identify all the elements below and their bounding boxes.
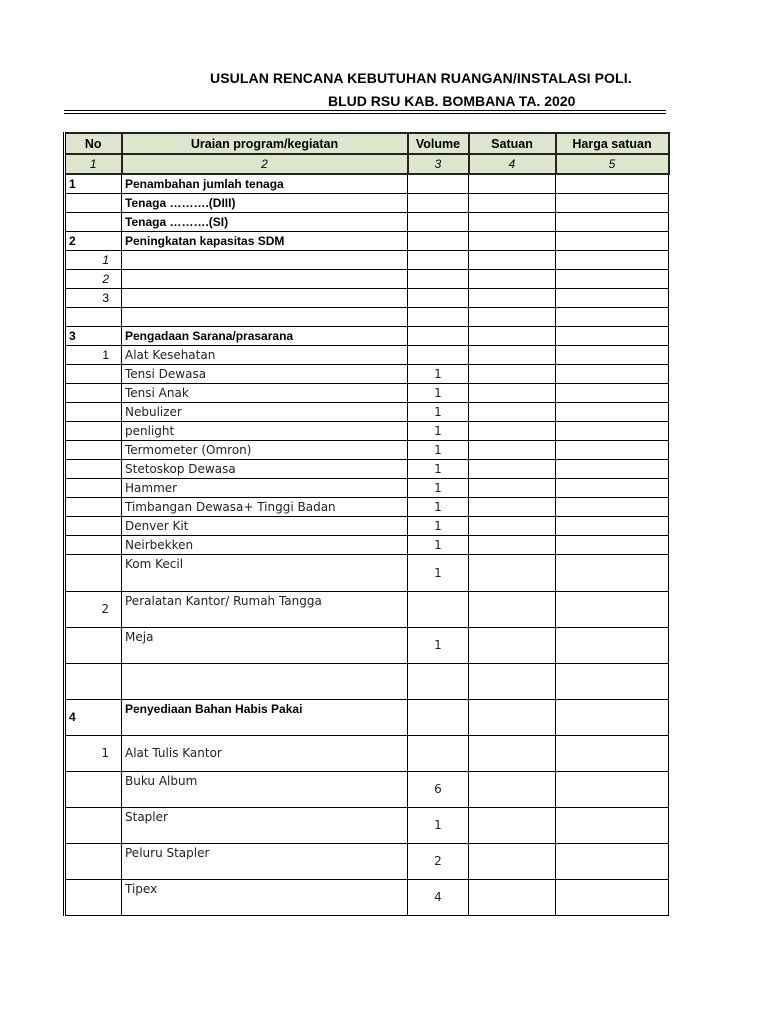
row-satuan: [469, 269, 556, 288]
row-harga: [556, 699, 669, 735]
table-row: [65, 440, 669, 459]
row-no: [65, 879, 122, 915]
row-satuan: [469, 364, 556, 383]
row-desc: Peralatan Kantor/ Rumah Tangga: [122, 591, 408, 627]
table-row: [65, 735, 669, 771]
row-no: [65, 627, 122, 663]
table-row: [65, 843, 669, 879]
row-volume: [408, 307, 469, 326]
row-harga: [556, 174, 669, 193]
row-harga: [556, 345, 669, 364]
table-row: [65, 193, 669, 212]
row-volume: 1: [408, 421, 469, 440]
row-volume: [408, 735, 469, 771]
row-harga: [556, 663, 669, 699]
row-volume: 1: [408, 440, 469, 459]
row-desc: Nebulizer: [122, 402, 408, 421]
row-no: [65, 364, 122, 383]
row-volume: [408, 591, 469, 627]
budget-table: [63, 132, 670, 916]
title-rule-bottom: [64, 113, 666, 114]
header-volume: Volume: [408, 133, 469, 154]
header-harga: Harga satuan: [556, 133, 669, 154]
row-desc: Alat Tulis Kantor: [122, 735, 408, 771]
row-satuan: [469, 627, 556, 663]
row-harga: [556, 383, 669, 402]
row-harga: [556, 212, 669, 231]
row-no: [65, 807, 122, 843]
row-volume: [408, 212, 469, 231]
row-satuan: [469, 554, 556, 591]
table-row: [65, 516, 669, 535]
row-no: 3: [65, 326, 122, 345]
row-satuan: [469, 591, 556, 627]
row-volume: 1: [408, 497, 469, 516]
row-desc: Tensi Dewasa: [122, 364, 408, 383]
table-row: [65, 807, 669, 843]
row-harga: [556, 535, 669, 554]
row-desc: Tenaga ……….(SI): [122, 212, 408, 231]
row-volume: [408, 288, 469, 307]
row-no: [65, 554, 122, 591]
row-desc: Timbangan Dewasa+ Tinggi Badan: [122, 497, 408, 516]
row-volume: 4: [408, 879, 469, 915]
row-harga: [556, 879, 669, 915]
row-harga: [556, 326, 669, 345]
row-satuan: [469, 497, 556, 516]
row-volume: 1: [408, 383, 469, 402]
row-no: 1: [65, 735, 122, 771]
row-no: [65, 478, 122, 497]
row-desc: Termometer (Omron): [122, 440, 408, 459]
row-volume: 2: [408, 843, 469, 879]
table-row: [65, 212, 669, 231]
row-desc: Penyediaan Bahan Habis Pakai: [122, 699, 408, 735]
row-satuan: [469, 663, 556, 699]
row-no: 1: [65, 345, 122, 364]
row-harga: [556, 459, 669, 478]
row-desc: Buku Album: [122, 771, 408, 807]
row-no: 2: [65, 231, 122, 250]
row-no: 4: [65, 699, 122, 735]
table-row: [65, 250, 669, 269]
row-harga: [556, 627, 669, 663]
table-row: [65, 459, 669, 478]
row-desc: Stetoskop Dewasa: [122, 459, 408, 478]
row-harga: [556, 364, 669, 383]
row-satuan: [469, 478, 556, 497]
header-no: No: [65, 133, 122, 154]
row-satuan: [469, 231, 556, 250]
table-row: [65, 174, 669, 193]
row-no: [65, 497, 122, 516]
column-number: 3: [408, 154, 469, 174]
column-number-row: [65, 154, 669, 174]
row-satuan: [469, 535, 556, 554]
row-no: [65, 383, 122, 402]
row-no: 1: [65, 250, 122, 269]
row-no: 1: [65, 174, 122, 193]
row-desc: Pengadaan Sarana/prasarana: [122, 326, 408, 345]
row-satuan: [469, 193, 556, 212]
row-harga: [556, 231, 669, 250]
table-row: [65, 364, 669, 383]
row-desc: Hammer: [122, 478, 408, 497]
table-row: [65, 591, 669, 627]
document-title: USULAN RENCANA KEBUTUHAN RUANGAN/INSTALASI POLI.: [210, 70, 632, 86]
row-satuan: [469, 250, 556, 269]
row-satuan: [469, 879, 556, 915]
row-no: 2: [65, 269, 122, 288]
row-no: [65, 771, 122, 807]
row-harga: [556, 771, 669, 807]
column-number: 2: [122, 154, 408, 174]
row-no: [65, 459, 122, 478]
row-desc: [122, 663, 408, 699]
table-row: [65, 307, 669, 326]
row-no: [65, 212, 122, 231]
row-harga: [556, 269, 669, 288]
title-rule-top: [64, 110, 666, 111]
row-desc: Tipex: [122, 879, 408, 915]
row-harga: [556, 843, 669, 879]
row-harga: [556, 497, 669, 516]
row-harga: [556, 421, 669, 440]
row-no: [65, 402, 122, 421]
row-no: [65, 663, 122, 699]
row-volume: [408, 345, 469, 364]
row-no: 3: [65, 288, 122, 307]
table-row: [65, 231, 669, 250]
row-desc: [122, 250, 408, 269]
table-row: [65, 269, 669, 288]
row-harga: [556, 807, 669, 843]
table-row: [65, 383, 669, 402]
table-row: [65, 326, 669, 345]
row-desc: Peningkatan kapasitas SDM: [122, 231, 408, 250]
row-no: [65, 307, 122, 326]
row-volume: 1: [408, 478, 469, 497]
row-volume: [408, 326, 469, 345]
row-desc: [122, 269, 408, 288]
row-volume: 1: [408, 627, 469, 663]
header-uraian: Uraian program/kegiatan: [122, 133, 408, 154]
row-volume: 1: [408, 402, 469, 421]
row-volume: 1: [408, 807, 469, 843]
column-number: 4: [469, 154, 556, 174]
row-satuan: [469, 440, 556, 459]
row-satuan: [469, 345, 556, 364]
row-satuan: [469, 402, 556, 421]
row-harga: [556, 193, 669, 212]
row-desc: Neirbekken: [122, 535, 408, 554]
row-volume: [408, 269, 469, 288]
row-volume: [408, 250, 469, 269]
column-number: 5: [556, 154, 669, 174]
row-harga: [556, 516, 669, 535]
table-row: [65, 402, 669, 421]
row-satuan: [469, 288, 556, 307]
table-row: [65, 535, 669, 554]
header-satuan: Satuan: [469, 133, 556, 154]
row-satuan: [469, 174, 556, 193]
row-volume: [408, 174, 469, 193]
table-row: [65, 497, 669, 516]
table-row: [65, 288, 669, 307]
row-satuan: [469, 807, 556, 843]
table-row: [65, 627, 669, 663]
row-desc: [122, 288, 408, 307]
row-volume: 1: [408, 554, 469, 591]
row-satuan: [469, 843, 556, 879]
row-desc: Stapler: [122, 807, 408, 843]
row-volume: [408, 699, 469, 735]
table-row: [65, 345, 669, 364]
row-no: [65, 440, 122, 459]
row-satuan: [469, 421, 556, 440]
table-row: [65, 478, 669, 497]
table-row: [65, 879, 669, 915]
row-volume: [408, 663, 469, 699]
row-volume: 1: [408, 516, 469, 535]
row-volume: [408, 231, 469, 250]
row-desc: Meja: [122, 627, 408, 663]
row-harga: [556, 250, 669, 269]
row-satuan: [469, 516, 556, 535]
row-no: [65, 193, 122, 212]
row-satuan: [469, 459, 556, 478]
row-volume: 1: [408, 459, 469, 478]
row-volume: 1: [408, 535, 469, 554]
row-no: [65, 843, 122, 879]
table-row: [65, 699, 669, 735]
row-desc: Tensi Anak: [122, 383, 408, 402]
row-harga: [556, 554, 669, 591]
row-desc: Tenaga ……….(DIII): [122, 193, 408, 212]
row-volume: [408, 193, 469, 212]
document-subtitle: BLUD RSU KAB. BOMBANA TA. 2020: [328, 93, 576, 109]
row-no: [65, 516, 122, 535]
row-no: 2: [65, 591, 122, 627]
row-desc: Peluru Stapler: [122, 843, 408, 879]
row-desc: penlight: [122, 421, 408, 440]
row-no: [65, 421, 122, 440]
row-satuan: [469, 771, 556, 807]
row-harga: [556, 735, 669, 771]
row-desc: Penambahan jumlah tenaga: [122, 174, 408, 193]
table-row: [65, 554, 669, 591]
row-harga: [556, 478, 669, 497]
table-row: [65, 421, 669, 440]
row-no: [65, 535, 122, 554]
row-harga: [556, 307, 669, 326]
row-volume: 1: [408, 364, 469, 383]
row-satuan: [469, 735, 556, 771]
row-harga: [556, 288, 669, 307]
row-satuan: [469, 307, 556, 326]
table-row: [65, 663, 669, 699]
row-satuan: [469, 699, 556, 735]
row-harga: [556, 591, 669, 627]
row-desc: Denver Kit: [122, 516, 408, 535]
row-volume: 6: [408, 771, 469, 807]
row-desc: [122, 307, 408, 326]
row-harga: [556, 402, 669, 421]
header-row: [65, 133, 669, 154]
row-satuan: [469, 212, 556, 231]
row-satuan: [469, 383, 556, 402]
row-satuan: [469, 326, 556, 345]
row-desc: Alat Kesehatan: [122, 345, 408, 364]
row-desc: Kom Kecil: [122, 554, 408, 591]
column-number: 1: [65, 154, 122, 174]
table-row: [65, 771, 669, 807]
row-harga: [556, 440, 669, 459]
